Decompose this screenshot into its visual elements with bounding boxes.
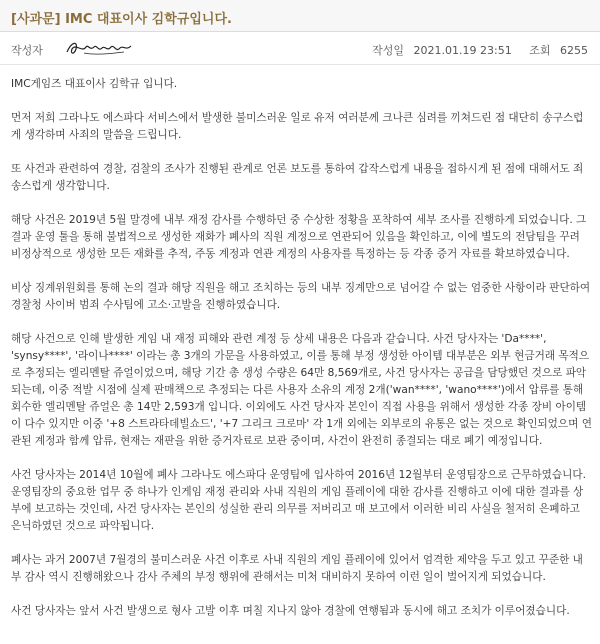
post-meta-info xyxy=(366,42,588,58)
author-label: 작성자 xyxy=(11,44,43,57)
post-body xyxy=(11,76,593,637)
body-paragraph: 사건 당사자는 앞서 사건 발생으로 형사 고발 이후 며칠 지나지 않아 경찰에 연행됨과 동시에 해고 조치가 이루어졌습니다. xyxy=(11,605,570,617)
post-title: [사과문] IMC 대표이사 김학규입니다. xyxy=(11,12,232,27)
body-paragraph: 비상 징계위원회를 통해 논의 결과 해당 직원을 해고 조치하는 등의 내부 징계만으로 넘어갈 수 없는 엄중한 사항이라 판단하여 경찰청 사이버 범죄 수사팀에 고소·고발을 진행하였습니다. xyxy=(11,282,591,311)
post-date: 2021.01.19 23:51 xyxy=(413,44,512,57)
body-paragraph: 해당 사건은 2019년 5월 말경에 내부 재정 감사를 수행하던 중 수상한 정황을 포착하여 세부 조사를 진행하게 되었습니다. 그 결과 운영 툴을 통해 불법적으로 생성한 재화가 폐사의 직원 계정으로 연관되어 있음을 확인하고, 이에 별도의 전담팀을 꾸려 비정상적으로 생성한 모든 재화를 추적, 주동 계정과 연관 계정의 사용자를 특정하는 등 각종 증거 자료를 확보하였습니다. xyxy=(11,214,587,260)
body-paragraph: IMC게임즈 대표이사 김학규 입니다. xyxy=(11,78,178,90)
body-paragraph: 먼저 저희 그라나도 에스파다 서비스에서 발생한 불미스러운 일로 유저 여러분께 크나큰 심려를 끼쳐드린 점 대단히 송구스럽게 생각하며 사죄의 말씀을 드립니다. xyxy=(11,112,584,141)
post-meta-row xyxy=(0,32,600,65)
body-paragraph: 또 사건과 관련하여 경찰, 검찰의 조사가 진행된 관계로 언론 보도를 통하여 갑작스럽게 내용을 접하시게 된 점에 대해서도 죄송스럽게 생각합니다. xyxy=(11,163,584,192)
post-title-bar xyxy=(0,0,600,32)
body-paragraph: 해당 사건으로 인해 발생한 게임 내 재정 피해와 관련 계정 등 상세 내용은 다음과 같습니다. 사건 당사자는 'Da****', 'synsy****', '라이나****' 이라는 총 3개의 가문을 사용하였고, 이를 통해 부정 생성한 아이템 대부분은 외부 현금거래 목적으로 추정되는 엘리멘탈 쥬얼이었으며, 해당 기간 총 생성 수량은 64만 8,569개로, 사건 당사자는 공급을 담당했던 것으로 파악되는데, 이중 적발 시점에 실제 판매책으로 추정되는 다른 사용자 소유의 계정 2개('wan****', 'wano****')에서 압류를 통해 회수한 엘리멘탈 쥬얼은 총 14만 2,593개 입니다. 이외에도 사건 당사자 본인이 직접 사용을 위해서 생성한 각종 장비 아이템이 다수 있지만 이중 '+8 스트라타데빌쇼드', '+7 그리크 크로마' 각 1개 외에는 외부로의 유통은 없는 것으로 확인되었으며 연관된 계정과 함께 압류, 현재는 재판을 위한 증거자료로 보관 중이며, 사건이 완전히 종결되는 대로 폐기 예정입니다. xyxy=(11,333,592,447)
date-label: 작성일 xyxy=(372,44,405,57)
views-label: 조회 xyxy=(529,44,551,57)
body-paragraph: 사건 당사자는 2014년 10월에 폐사 그라나도 에스파다 운영팀에 입사하여 2016년 12월부터 운영팀장으로 근무하였습니다. 운영팀장의 중요한 업무 중 하나가 인게임 재정 관리와 사내 직원의 게임 플레이에 대한 감사를 진행하고 이에 대한 결과를 상부에 보고하는 것인데, 사건 당사자는 본인의 성실한 관리 의무를 저버리고 매 보고에서 이러한 비리 사실을 철저히 은폐하고 은닉하였던 것으로 파악됩니다. xyxy=(11,469,586,532)
body-paragraph: 폐사는 과거 2007년 7월경의 불미스러운 사건 이후로 사내 직원의 게임 플레이에 있어서 엄격한 제약을 두고 있고 꾸준한 내부 감사 역시 진행해왔으나 감사 주체의 부정 행위에 관해서는 미처 대비하지 못하여 이런 일이 벌어지게 되었습니다. xyxy=(11,554,583,583)
views-count: 6255 xyxy=(560,44,588,57)
author-signature-image[interactable] xyxy=(64,37,134,59)
